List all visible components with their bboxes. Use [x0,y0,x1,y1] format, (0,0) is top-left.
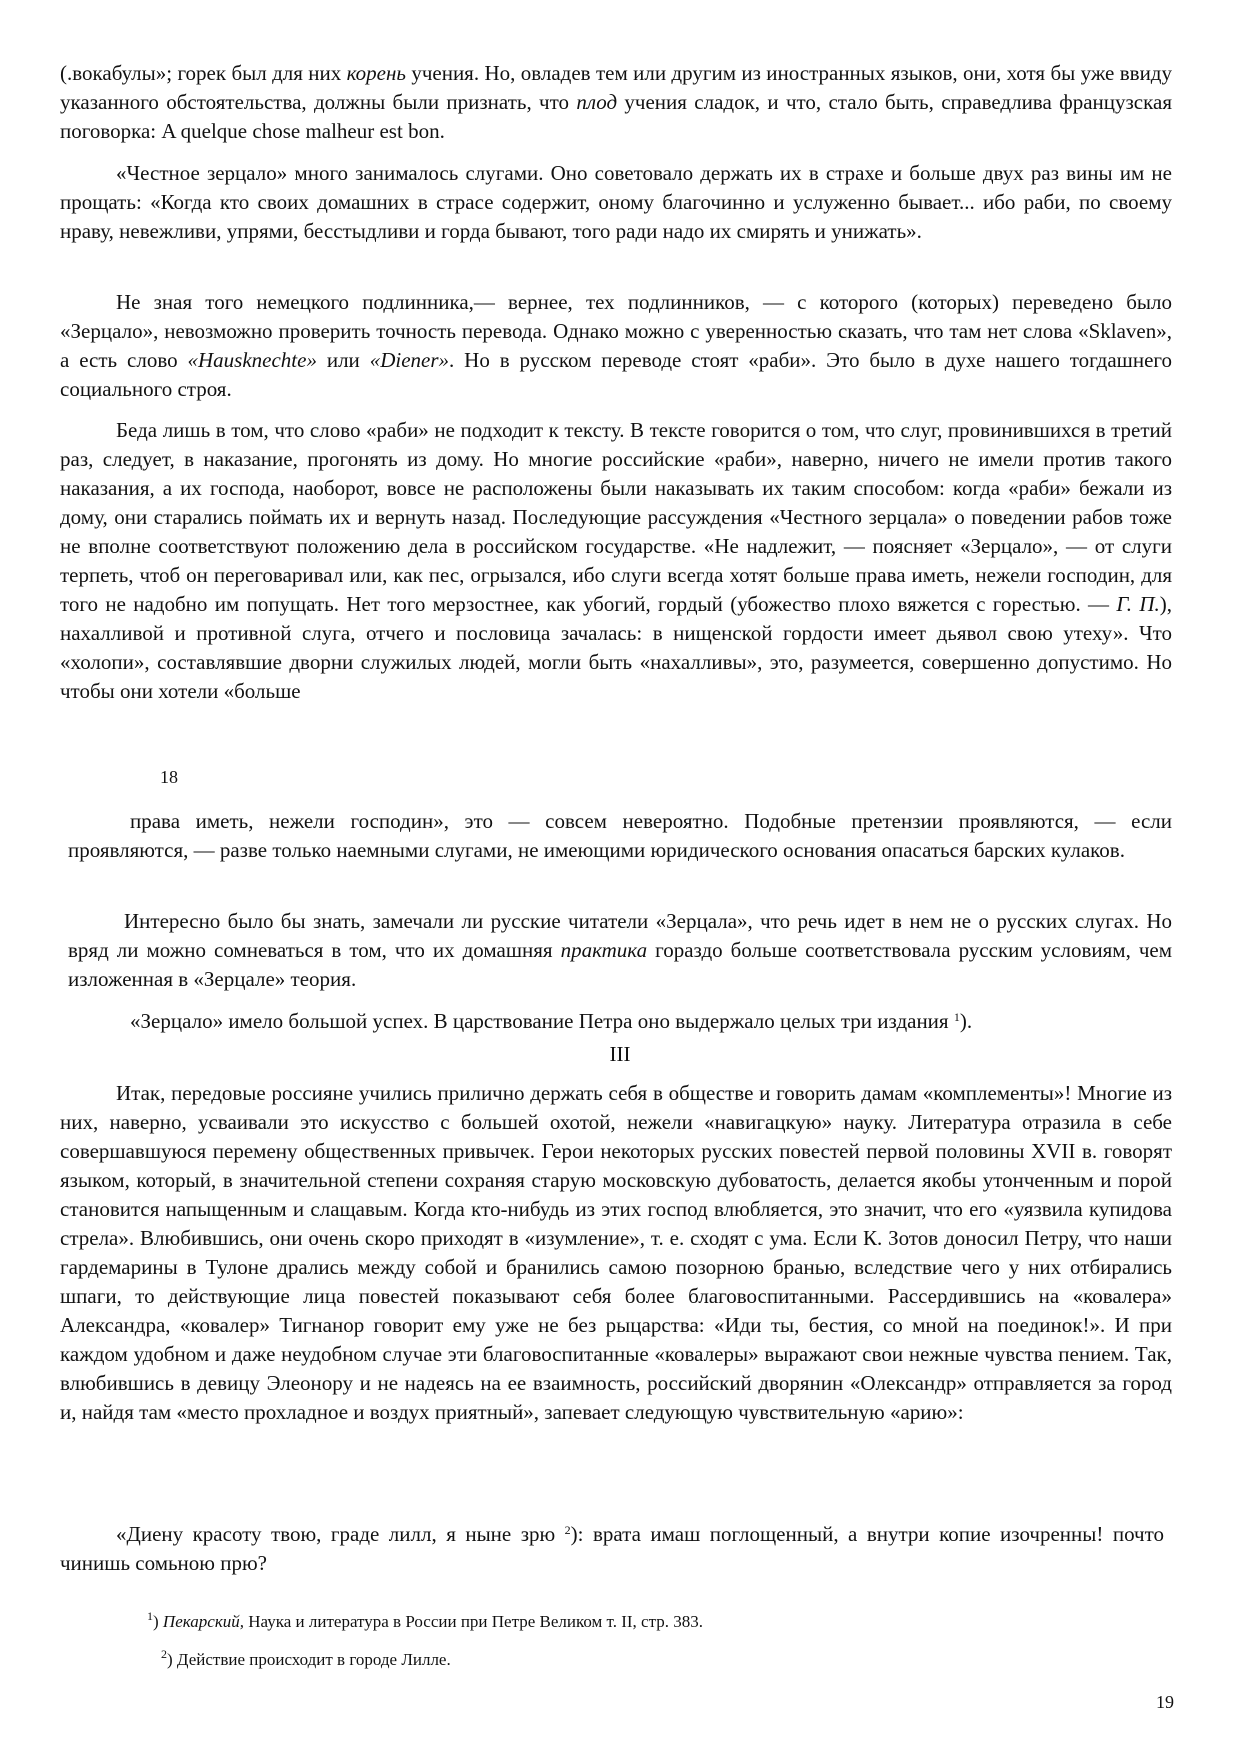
footnote-2 [161,1649,451,1671]
text-run: ), нахалливой и противной слуга, отчего и пословица зачалась: в нищенской гордости имеет дьявол свою утеху». Что «холопи», составлявшие дворни служилых людей, могли быть «нахалливы», это, разумеется, совершенно допустимо. Но чтобы они хотели «больше [60,592,1172,703]
paragraph-russian-readers [68,907,1172,994]
paragraph-german-original [60,288,1172,404]
text-run: ) [153,1612,163,1631]
paragraph-editions [130,1007,1172,1036]
text-run: ): врата имаш поглощенный, а внутри копие изочренны! почто чинишь сомьною прю? [60,1522,1164,1575]
text-run: ) Действие происходит в городе Лилле. [167,1650,451,1669]
footnote-marker: 2 [161,1647,167,1661]
paragraph-literature-manners [60,1079,1172,1427]
paragraph-honest-mirror-servants [60,159,1172,246]
text-run: учения. Но, овладев тем или другим из иностранных языков, они, хотя бы уже ввиду указанного обстоятельства, должны были признать, что [60,61,1172,114]
text-run: Итак, передовые россияне учились прилично держать себя в обществе и говорить дамам «комплементы»! Многие из них, наверно, усваивали это искусство с большей охотой, нежели «навигацкую» науку. Литература отразила в себе совершавшуюся перемену общественных привычек. Герои некоторых русских повестей первой половины XVII в. говорят языком, который, в значительной степени сохраняя старую московскую дубоватость, делается якобы утонченным и порой становится напыщенным и слащавым. Когда кто-нибудь из этих господ влюбляется, это значит, что его «уязвила купидова стрела». Влюбившись, они очень скоро приходят в «изумление», т. е. сходят с ума. Если К. Зотов доносил Петру, что наши гардемарины в Тулоне дрались между собой и бранились самою позорною бранью, вследствие чего у них отбирались шпаги, то действующие лица повестей показывают себя более благовоспитанными. Рассердившись на «ковалера» Александра, «ковалер» Тигнанор говорит ему уже не без рыцарства: «Иди ты, бестия, со мной на поединок!». И при каждом удобном и даже неудобном случае эти благовоспитанные «ковалеры» выражают свои нежные чувства пением. Так, влюбившись в девицу Элеонору и не надеясь на ее взаимность, российский дворянин «Олександр» отправляется за город и, найдя там «место прохладное и воздух приятный», запевает следующую чувствительную «арию»: [60,1081,1172,1424]
paragraph-aria [60,1520,1164,1578]
page-number-19: 19 [1156,1692,1174,1712]
text-run: . Но в русском переводе стоят «раби». Это было в духе нашего тогдашнего социального строя. [60,348,1173,401]
paragraph-rights-continued [68,807,1172,865]
text-run: «Диену красоту твою, граде лилл, я ныне зрю [116,1522,565,1546]
text-run: (.вокабулы»; горек был для них [60,61,347,85]
italic-text: Пекарский, [162,1612,245,1631]
footnote-1 [147,1611,703,1633]
footnote-marker: 1 [147,1609,153,1623]
text-run: права иметь, нежели господин», это — совсем невероятно. Подобные претензии проявляются, — если проявляются, — разве только наемными слугами, не имеющими юридического основания опасаться барских кулаков. [68,809,1172,862]
text-run: Интересно было бы знать, замечали ли русские читатели «Зерцала», что речь идет в нем не о русских слугах. Но вряд ли можно сомневаться в том, что их домашняя [68,909,1172,962]
text-run: гораздо больше соответствовала русским условиям, чем изложенная в «Зерцале» теория. [68,938,1173,991]
text-run: «Зерцало» имело большой успех. В царствование Петра оно выдержало целых три издания [130,1009,954,1033]
italic-text: Г. П. [1116,592,1160,616]
section-heading: III [609,1042,631,1066]
italic-text: плод [576,90,618,114]
text-run: Не зная того немецкого подлинника,— вернее, тех подлинников, — с которого (которых) переведено было «Зерцало», невозможно проверить точность перевода. Однако можно с уверенностью сказать, что там нет слова «Sklaven», а есть слово [60,290,1172,372]
text-run: ). [959,1009,973,1033]
italic-text: «Hausknechte» [187,348,317,372]
page-number-18: 18 [160,767,178,787]
footnote-marker: 1 [953,1010,960,1024]
italic-text: практика [560,938,648,962]
text-run: или [316,348,370,372]
paragraph-vocabulary [60,59,1172,146]
paragraph-slaves-discussion [60,416,1172,706]
italic-text: «Diener» [369,348,450,372]
text-run: Беда лишь в том, что слово «раби» не подходит к тексту. В тексте говорится о том, что слуг, провинившихся в третий раз, следует, в наказание, прогонять из дому. Но многие российские «раби», наверно, ничего не имели против такого наказания, а их господа, наоборот, вовсе не расположены были наказывать их таким способом: когда «раби» бежали из дому, они старались поймать их и вернуть назад. Последующие рассуждения «Честного зерцала» о поведении рабов тоже не вполне соответствуют положению дела в российском государстве. «Не надлежит, — поясняет «Зерцало», — от слуги терпеть, чтоб он переговаривал или, как пес, огрызался, ибо слуги всегда хотят больше права иметь, нежели господин, для того не надобно им попущать. Нет того мерзостнее, как убогий, гордый (убожество плохо вяжется с горестью. — [60,418,1172,616]
text-run: учения сладок, и что, стало быть, справедлива французская поговорка: A quelque chose malheur est bon. [60,90,1172,143]
text-run: «Честное зерцало» много занималось слугами. Оно советовало держать их в страхе и больше двух раз вины им не прощать: «Когда кто своих домашних в страсе содержит, оному благочинно и услуженно бывает... ибо раби, по своему нраву, невежливи, упрями, бесстыдливи и горда бывают, того ради надо их смирять и унижать». [60,161,1172,243]
italic-text: корень [346,61,406,85]
text-run: Наука и литература в России при Петре Великом т. II, стр. 383. [244,1612,703,1631]
footnote-marker: 2 [564,1523,571,1537]
